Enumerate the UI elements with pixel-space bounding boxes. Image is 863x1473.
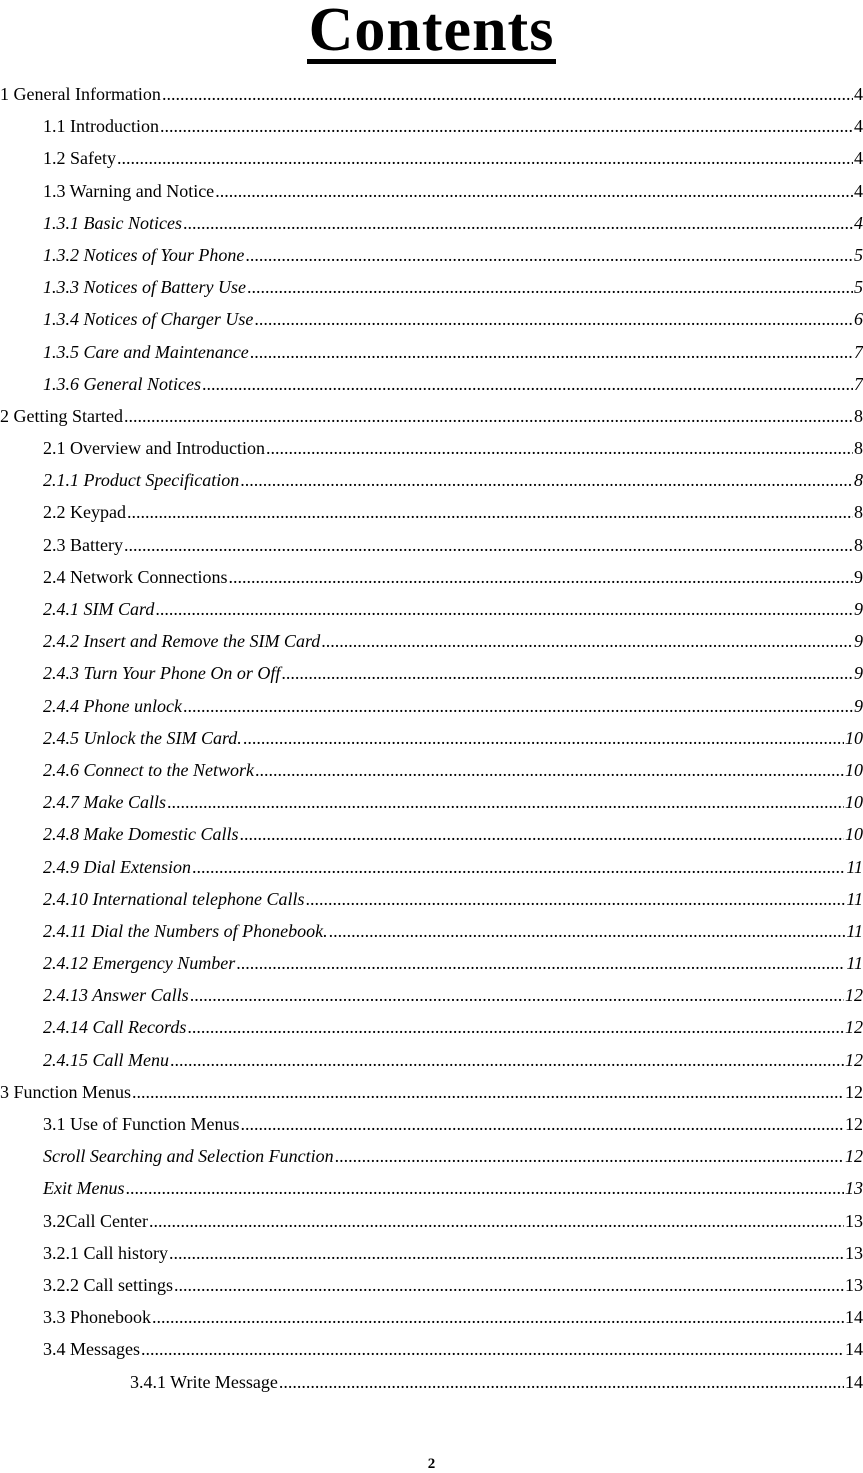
toc-dot-leader: [321, 625, 853, 657]
toc-entry[interactable]: [0, 1108, 863, 1140]
toc-entry-page: 13: [845, 1210, 863, 1231]
toc-dot-leader: [236, 947, 845, 979]
toc-entry-page: 10: [845, 792, 863, 813]
page-title-text: Contents: [308, 0, 555, 64]
toc-entry-page: 4: [854, 84, 863, 104]
toc-entry-label: 2.4.14 Call Records: [43, 1017, 187, 1038]
toc-entry-page: 12: [845, 1049, 863, 1070]
toc-entry-label: 2.2 Keypad: [43, 502, 126, 523]
toc-entry-page: 9: [854, 566, 863, 587]
toc-entry[interactable]: [0, 979, 863, 1011]
toc-entry-page: 5: [854, 277, 863, 298]
toc-entry-label: 2.4.11 Dial the Numbers of Phonebook.: [43, 920, 328, 941]
toc-entry[interactable]: [0, 625, 863, 657]
toc-entry-label: 1.1 Introduction: [43, 116, 159, 137]
toc-entry-label: 2.4.1 SIM Card: [43, 599, 155, 619]
toc-entry-label: 1.3.6 General Notices: [43, 373, 201, 394]
page-title: [0, 0, 863, 64]
toc-entry[interactable]: [0, 368, 863, 400]
toc-entry-page: 9: [854, 695, 863, 716]
toc-entry-label: 2.4.15 Call Menu: [43, 1049, 169, 1070]
toc-dot-leader: [190, 979, 844, 1011]
toc-entry-page: 9: [854, 663, 863, 684]
toc-entry[interactable]: [0, 464, 863, 496]
toc-dot-leader: [152, 1301, 844, 1333]
toc-entry-label: 2.3 Battery: [43, 534, 123, 555]
toc-dot-leader: [124, 400, 853, 432]
toc-entry-label: 2.4.10 International telephone Calls: [43, 888, 305, 909]
toc-entry-page: 12: [845, 1146, 863, 1167]
toc-entry[interactable]: [0, 529, 863, 561]
toc-entry-page: 14: [845, 1307, 863, 1328]
toc-entry-label: 3.2Call Center: [43, 1210, 148, 1231]
toc-entry-page: 14: [845, 1371, 863, 1392]
toc-entry-label: 2.4.13 Answer Calls: [43, 985, 189, 1006]
toc-entry[interactable]: [0, 593, 863, 625]
toc-dot-leader: [183, 207, 853, 239]
toc-dot-leader: [162, 78, 853, 110]
toc-entry[interactable]: [0, 336, 863, 368]
toc-entry[interactable]: [0, 110, 863, 142]
toc-entry[interactable]: [0, 915, 863, 947]
toc-entry-page: 4: [854, 212, 863, 233]
toc-entry[interactable]: [0, 722, 863, 754]
toc-entry-page: 10: [845, 727, 863, 748]
toc-dot-leader: [305, 883, 845, 915]
toc-entry-label: 2.4.12 Emergency Number: [43, 953, 236, 974]
toc-entry-page: 12: [845, 985, 863, 1006]
toc-dot-leader: [335, 1140, 844, 1172]
toc-dot-leader: [155, 593, 853, 625]
toc-entry-page: 7: [854, 373, 863, 394]
toc-dot-leader: [228, 561, 853, 593]
toc-entry[interactable]: [0, 175, 863, 207]
toc-entry-page: 8: [854, 470, 863, 491]
toc-entry[interactable]: [0, 303, 863, 335]
toc-dot-leader: [132, 1076, 844, 1108]
toc-entry-page: 4: [854, 148, 863, 169]
toc-entry-page: 11: [846, 888, 863, 909]
toc-entry[interactable]: [0, 883, 863, 915]
toc-entry-label: 2.4.3 Turn Your Phone On or Off: [43, 663, 281, 684]
toc-dot-leader: [215, 175, 853, 207]
toc-entry[interactable]: [0, 1011, 863, 1043]
toc-entry[interactable]: [0, 1333, 863, 1365]
toc-entry[interactable]: [0, 561, 863, 593]
toc-entry-label: 3.4 Messages: [43, 1339, 140, 1360]
toc-entry-label: 2.1 Overview and Introduction: [43, 438, 265, 459]
toc-entry-label: 1.3 Warning and Notice: [43, 180, 215, 201]
toc-entry-page: 11: [846, 856, 863, 877]
toc-dot-leader: [187, 1011, 844, 1043]
toc-entry-label: Exit Menus: [43, 1178, 125, 1199]
toc-entry-page: 13: [845, 1242, 863, 1263]
toc-entry-page: 10: [845, 824, 863, 845]
toc-entry-label: 2.1.1 Product Specification: [43, 470, 240, 491]
toc-entry-page: 13: [845, 1178, 863, 1199]
toc-entry-page: 14: [845, 1339, 863, 1360]
toc-dot-leader: [243, 722, 844, 754]
toc-entry[interactable]: [0, 1140, 863, 1172]
toc-entry-page: 8: [854, 438, 863, 459]
toc-entry-label: 2.4.2 Insert and Remove the SIM Card: [43, 631, 321, 652]
toc-dot-leader: [127, 496, 853, 528]
toc-dot-leader: [266, 432, 853, 464]
toc-entry-page: 8: [854, 502, 863, 523]
toc-entry[interactable]: [0, 1269, 863, 1301]
toc-entry-label: Scroll Searching and Selection Function: [43, 1146, 334, 1167]
toc-entry-label: 2.4.5 Unlock the SIM Card.: [43, 727, 242, 748]
toc-entry-label: 3.4.1 Write Message: [130, 1371, 278, 1392]
toc-entry[interactable]: [0, 1205, 863, 1237]
toc-entry[interactable]: [0, 142, 863, 174]
toc-dot-leader: [124, 529, 853, 561]
toc-entry-label: 1.3.1 Basic Notices: [43, 212, 182, 233]
toc-entry[interactable]: [0, 1076, 863, 1108]
toc-entry-page: 4: [854, 116, 863, 137]
toc-dot-leader: [239, 818, 844, 850]
toc-entry-page: 5: [854, 244, 863, 265]
toc-dot-leader: [279, 1366, 844, 1398]
toc-dot-leader: [183, 690, 853, 722]
toc-entry[interactable]: [0, 1301, 863, 1333]
toc-entry-label: 2.4.7 Make Calls: [43, 792, 166, 813]
toc-entry-label: 1.3.2 Notices of Your Phone: [43, 244, 245, 265]
toc-entry[interactable]: [0, 947, 863, 979]
toc-entry-page: 12: [845, 1017, 863, 1038]
toc-entry-label: 1.3.5 Care and Maintenance: [43, 341, 249, 362]
toc-entry[interactable]: [0, 851, 863, 883]
toc-dot-leader: [169, 1237, 844, 1269]
toc-entry-page: 11: [846, 953, 863, 974]
page-number: 2: [427, 1456, 436, 1472]
toc-entry[interactable]: [0, 78, 863, 110]
toc-entry-page: 4: [854, 180, 863, 201]
toc-dot-leader: [241, 1108, 845, 1140]
table-of-contents: [0, 78, 863, 1398]
toc-entry[interactable]: [0, 271, 863, 303]
toc-entry-label: 2.4 Network Connections: [43, 566, 228, 587]
toc-entry-page: 9: [854, 599, 863, 619]
toc-entry-page: 11: [846, 920, 863, 941]
toc-dot-leader: [125, 1172, 844, 1204]
toc-entry[interactable]: [0, 1366, 863, 1398]
toc-entry-page: 8: [854, 534, 863, 555]
toc-entry-label: 1.3.3 Notices of Battery Use: [43, 277, 246, 298]
toc-entry[interactable]: [0, 818, 863, 850]
toc-entry-page: 12: [845, 1114, 863, 1134]
toc-entry[interactable]: [0, 786, 863, 818]
toc-dot-leader: [281, 657, 853, 689]
toc-dot-leader: [255, 754, 844, 786]
toc-entry-page: 8: [854, 405, 863, 426]
toc-dot-leader: [329, 915, 846, 947]
toc-entry-label: 2.4.6 Connect to the Network: [43, 759, 254, 780]
toc-dot-leader: [247, 271, 853, 303]
toc-entry[interactable]: [0, 1172, 863, 1204]
toc-dot-leader: [167, 786, 844, 818]
toc-entry-label: 3.3 Phonebook: [43, 1307, 151, 1328]
toc-entry-label: 1.3.4 Notices of Charger Use: [43, 309, 254, 330]
toc-entry[interactable]: [0, 754, 863, 786]
toc-entry-label: 2.4.4 Phone unlock: [43, 695, 182, 716]
toc-entry-page: 13: [845, 1274, 863, 1295]
toc-dot-leader: [141, 1333, 844, 1365]
toc-entry-label: 3.2.1 Call history: [43, 1242, 168, 1263]
toc-entry-label: 3 Function Menus: [0, 1081, 132, 1102]
toc-entry-label: 3.1 Use of Function Menus: [43, 1114, 240, 1134]
toc-entry-label: 1 General Information: [0, 84, 161, 104]
toc-dot-leader: [117, 142, 853, 174]
toc-entry[interactable]: [0, 239, 863, 271]
toc-entry-label: 2.4.8 Make Domestic Calls: [43, 824, 239, 845]
toc-dot-leader: [250, 336, 853, 368]
toc-dot-leader: [245, 239, 853, 271]
toc-dot-leader: [192, 851, 845, 883]
toc-entry[interactable]: [0, 496, 863, 528]
toc-entry-label: 3.2.2 Call settings: [43, 1274, 173, 1295]
toc-entry-page: 9: [854, 631, 863, 652]
toc-entry-page: 6: [854, 309, 863, 330]
toc-entry[interactable]: [0, 1044, 863, 1076]
toc-dot-leader: [160, 110, 853, 142]
toc-dot-leader: [254, 303, 853, 335]
toc-dot-leader: [149, 1205, 844, 1237]
toc-entry[interactable]: [0, 657, 863, 689]
toc-entry-label: 2.4.9 Dial Extension: [43, 856, 191, 877]
toc-entry[interactable]: [0, 207, 863, 239]
toc-dot-leader: [240, 464, 853, 496]
toc-entry-page: 7: [854, 341, 863, 362]
toc-dot-leader: [174, 1269, 844, 1301]
toc-entry[interactable]: [0, 690, 863, 722]
toc-entry-label: 1.2 Safety: [43, 148, 116, 169]
toc-entry[interactable]: [0, 400, 863, 432]
toc-entry-page: 10: [845, 759, 863, 780]
toc-dot-leader: [170, 1044, 844, 1076]
toc-dot-leader: [202, 368, 853, 400]
toc-entry-label: 2 Getting Started: [0, 405, 123, 426]
toc-entry[interactable]: [0, 1237, 863, 1269]
toc-entry[interactable]: [0, 432, 863, 464]
toc-entry-page: 12: [845, 1081, 863, 1102]
